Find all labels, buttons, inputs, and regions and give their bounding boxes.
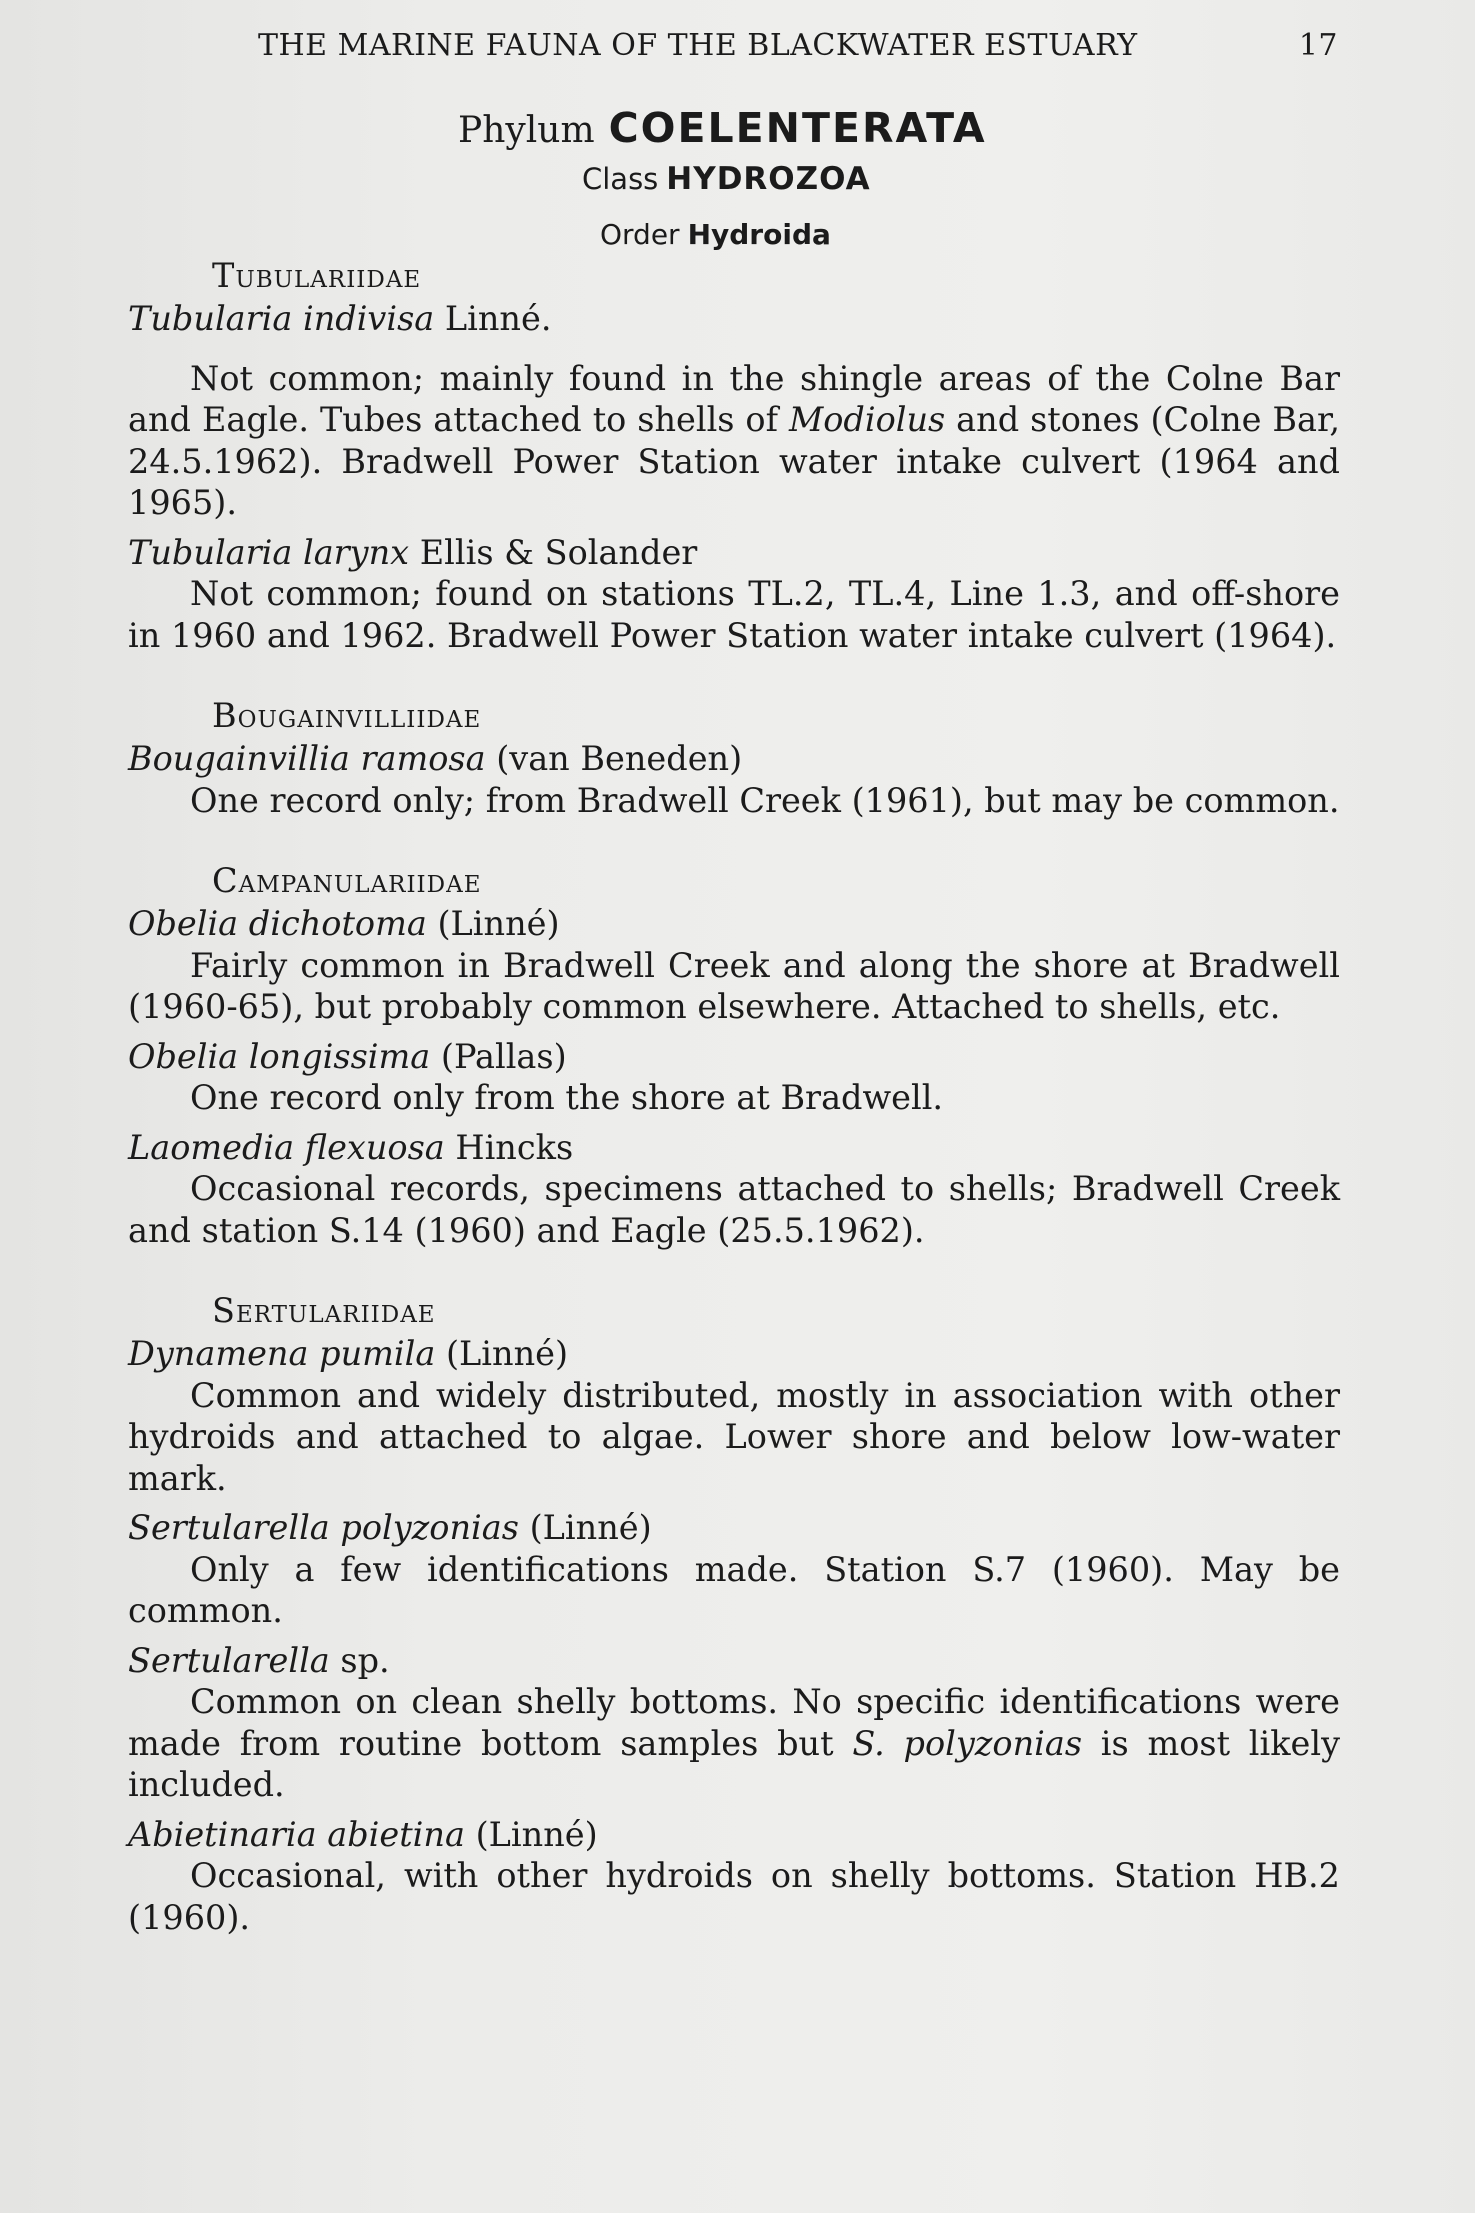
species-description: One record only; from Bradwell Creek (1961), but may be common. <box>190 780 1340 820</box>
page-header <box>258 28 1338 68</box>
desc-text: Not common; mainly found in the shingle areas of the Colne Bar and Eagle. Tubes attached to shells of <box>128 358 1340 439</box>
species-binomial: Dynamena pumila <box>128 1334 436 1373</box>
species-binomial: Sertularella polyzonias <box>128 1508 519 1547</box>
species-description <box>128 1681 1340 1806</box>
species-description: Not common; found on stations TL.2, TL.4, Line 1.3, and off-shore in 1960 and 1962. Bradwell Power Station water intake culvert (1964). <box>128 574 1340 655</box>
phylum-prefix: Phylum <box>458 110 595 151</box>
desc-italic-species: S. polyzonias <box>852 1723 1083 1763</box>
species-binomial: Obelia longissima <box>128 1036 431 1076</box>
species-authority: (van Beneden) <box>485 739 743 778</box>
species-authority: Hincks <box>444 1127 574 1167</box>
species-authority: (Linné) <box>464 1814 598 1854</box>
species-authority: (Linné) <box>435 1334 569 1373</box>
species-name <box>128 738 1340 780</box>
species-authority: (Pallas) <box>430 1036 567 1076</box>
species-binomial: Sertularella <box>128 1640 330 1680</box>
species-description: Only a few identifications made. Station S.7 (1960). May be common. <box>128 1549 1340 1630</box>
species-description: Occasional records, specimens attached to shells; Bradwell Creek and station S.14 (1960) and Eagle (25.5.1962). <box>128 1169 1340 1250</box>
species-authority: sp. <box>329 1640 390 1680</box>
running-title: THE MARINE FAUNA OF THE BLACKWATER ESTUARY <box>258 28 1138 63</box>
species-name <box>128 298 1340 340</box>
page-number: 17 <box>1298 28 1338 63</box>
phylum-heading <box>458 104 987 152</box>
species-name <box>128 1036 1340 1078</box>
species-binomial: Tubularia larynx <box>128 532 410 572</box>
family-heading: Sertulariidae <box>212 1291 436 1330</box>
species-description: Fairly common in Bradwell Creek and along the shore at Bradwell (1960-65), but probably common elsewhere. Attached to shells, etc. <box>128 945 1340 1026</box>
species-description: Common and widely distributed, mostly in association with other hydroids and attached to algae. Lower shore and below low-water mark. <box>128 1375 1340 1498</box>
species-name <box>128 1333 1340 1375</box>
species-binomial: Obelia dichotoma <box>128 904 427 943</box>
desc-text: and stones (Colne Bar, 24.5.1962). Bradwell Power Station water intake culvert (1964 and 1965). <box>128 400 1340 522</box>
class-heading <box>582 161 871 197</box>
species-binomial: Laomedia flexuosa <box>128 1127 445 1167</box>
species-authority: (Linné) <box>518 1508 652 1547</box>
species-name <box>128 1814 1340 1856</box>
desc-text: Common on clean shelly bottoms. No specific identifications were made from routine bottom samples but <box>128 1682 1340 1763</box>
species-authority: Linné. <box>434 299 552 338</box>
family-heading: Campanulariidae <box>212 861 482 900</box>
family-heading: Tubulariidae <box>212 256 422 295</box>
species-list <box>128 254 1340 1938</box>
desc-italic-genus: Modiolus <box>788 400 946 439</box>
order-heading <box>600 218 831 251</box>
phylum-name: COELENTERATA <box>608 104 987 152</box>
species-binomial: Abietinaria abietina <box>128 1814 465 1854</box>
species-description: One record only from the shore at Bradwell. <box>190 1078 944 1117</box>
species-authority: Ellis & Solander <box>409 532 698 572</box>
species-name <box>128 532 1340 574</box>
species-name <box>128 903 1340 945</box>
desc-text: is most likely included. <box>128 1723 1341 1804</box>
species-authority: (Linné) <box>426 904 560 943</box>
order-name: Hydroida <box>687 218 831 251</box>
species-name <box>128 1127 1340 1169</box>
class-prefix: Class <box>582 162 659 196</box>
species-binomial: Tubularia indivisa <box>128 299 435 338</box>
species-description <box>128 358 1340 524</box>
species-name <box>128 1640 1340 1682</box>
species-binomial: Bougainvillia ramosa <box>128 739 486 778</box>
family-heading: Bougainvilliidae <box>212 696 482 735</box>
order-prefix: Order <box>600 218 680 251</box>
species-description: Occasional, with other hydroids on shelly bottoms. Station HB.2 (1960). <box>128 1856 1340 1937</box>
species-name <box>128 1507 1340 1549</box>
class-name: HYDROZOA <box>666 161 871 197</box>
